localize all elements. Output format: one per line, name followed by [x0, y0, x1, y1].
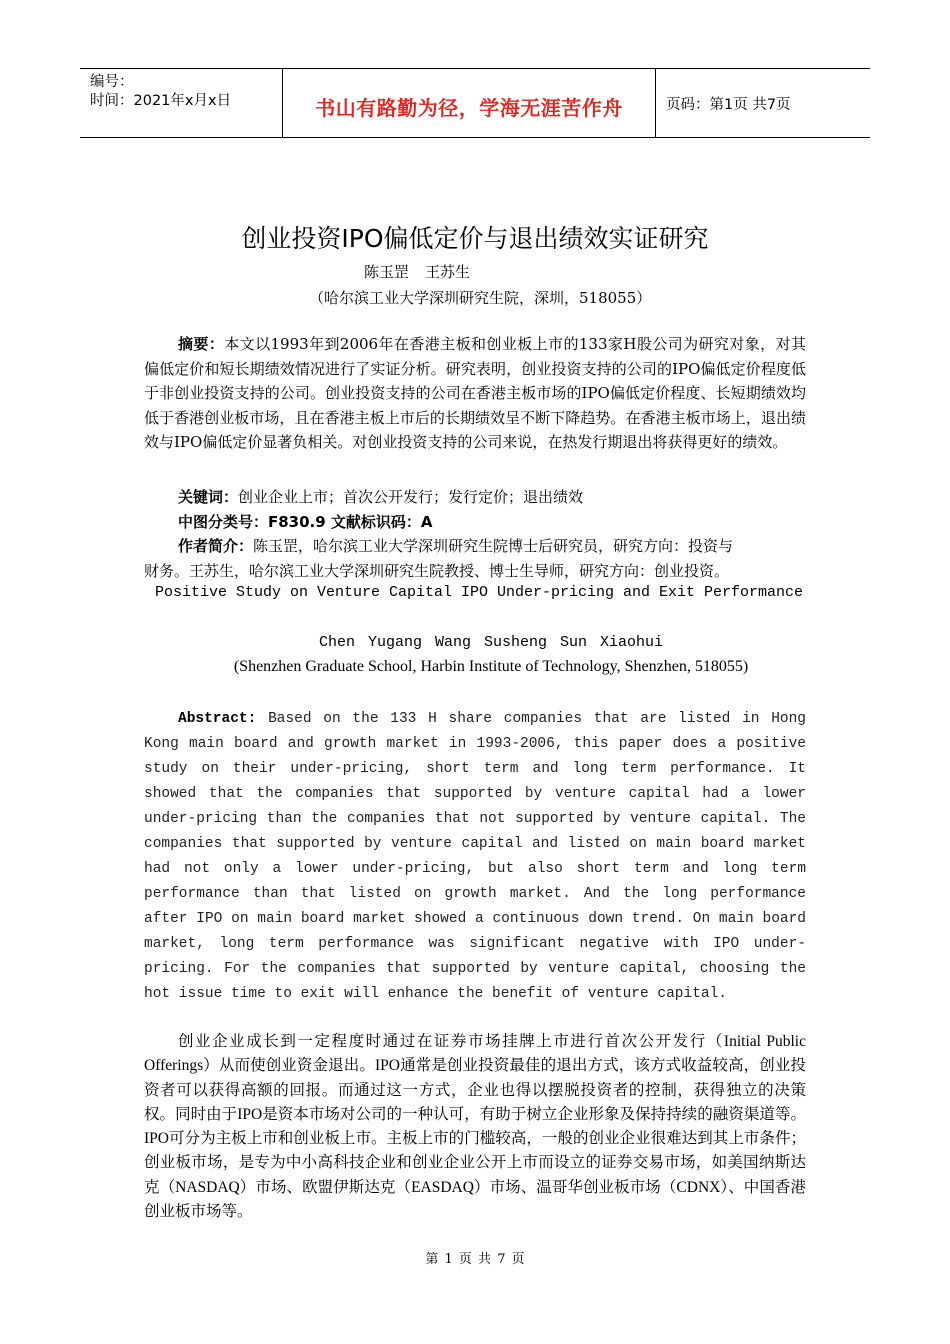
header-meta-cell [80, 69, 282, 137]
keywords-label: 关键词： [178, 488, 239, 506]
keywords-text: 创业企业上市；首次公开发行；发行定价；退出绩效 [238, 488, 584, 506]
time-label: 时间：2021年x月x日 [90, 93, 232, 109]
affiliation-cn: （哈尔滨工业大学深圳研究生院，深圳，518055） [309, 289, 652, 307]
page-footer: 第 1 页 共 7 页 [425, 1252, 525, 1267]
abstract-cn [144, 332, 806, 455]
abstract-en-text: Based on the 133 H share companies that are listed in Hong Kong main board and growth market in 1993-2006, this paper does a positive study on their under-pricing, short term and long term performance. It showed that the companies that supported by venture capital had a lower under-pricing than the companies that not supported by venture capital. The companies that supported by venture capital and listed on main board market had not only a lower under-pricing, but also short term and long term performance than that listed on growth market. And the long performance after IPO on main board market showed a continuous down trend. On main board market, long term performance was significant negative with IPO under-pricing. For the companies that supported by venture capital, choosing the hot issue time to exit will enhance the benefit of venture capital. [144, 711, 807, 1002]
page-header [80, 68, 870, 138]
title-en: Positive Study on Venture Capital IPO Under-pricing and Exit Performance [154, 584, 804, 601]
page-label: 页码：第1页 共7页 [666, 97, 791, 113]
abstract-cn-label: 摘要： [178, 335, 225, 353]
abstract-cn-text: 本文以1993年到2006年在香港主板和创业板上市的133家H股公司为研究对象，对其偏低定价和短长期绩效情况进行了实证分析。研究表明，创业投资支持的公司的IPO偏低定价程度低于非创业投资支持的公司。创业投资支持的公司在香港主板市场的IPO偏低定价程度、长短期绩效均低于香港创业板市场，且在香港主板上市后的长期绩效呈不断下降趋势。在香港主板市场上，退出绩效与IPO偏低定价显著负相关。对创业投资支持的公司来说，在热发行期退出将获得更好的绩效。 [144, 335, 806, 451]
body-paragraph: 创业企业成长到一定程度时通过在证券市场挂牌上市进行首次公开发行（Initial Public Offerings）从而使创业资金退出。IPO通常是创业投资最佳的退出方式，该方式收益较高，创业投资者可以获得高额的回报。而通过这一方式，企业也得以摆脱投资者的控制，获得独立的决策权。同时由于IPO是资本市场对公司的一种认可，有助于树立企业形象及保持持续的融资渠道等。IPO可分为主板上市和创业板上市。主板上市的门槛较高，一般的创业企业很难达到其上市条件；创业板市场，是专为中小高科技企业和创业企业公开上市而设立的证券交易市场，如美国纳斯达克（NASDAQ）市场、欧盟伊斯达克（EASDAQ）市场、温哥华创业板市场（CDNX）、中国香港创业板市场等。 [144, 1033, 806, 1221]
author-intro-line [144, 534, 806, 559]
author-name: 王苏生 [425, 263, 471, 281]
classification-line: 中图分类号：F830.9 文献标识码：A [178, 512, 433, 531]
keywords-line [144, 485, 806, 510]
abstract-en-label: Abstract: [178, 711, 257, 727]
author-intro-label: 作者简介： [178, 537, 254, 555]
author-intro-text-2: 财务。王苏生，哈尔滨工业大学深圳研究生院教授、博士生导师，研究方向：创业投资。 [144, 561, 730, 580]
motto-text: 书山有路勤为径，学海无涯苦作舟 [315, 96, 623, 120]
header-page-cell [656, 69, 870, 137]
author-intro-text-1: 陈玉罡，哈尔滨工业大学深圳研究生院博士后研究员，研究方向：投资与 [253, 537, 734, 555]
author-name: 陈玉罡 [364, 263, 410, 281]
header-motto-cell [282, 69, 656, 137]
paper-title: 创业投资IPO偏低定价与退出绩效实证研究 [241, 224, 709, 253]
authors-en: Chen Yugang Wang Susheng Sun Xiaohui [318, 634, 664, 651]
authors-cn [364, 261, 486, 282]
affiliation-en: (Shenzhen Graduate School, Harbin Institute of Technology, Shenzhen, 518055) [233, 658, 749, 675]
abstract-en [144, 707, 806, 1007]
number-label: 编号： [90, 74, 134, 90]
meta-block [144, 485, 806, 583]
